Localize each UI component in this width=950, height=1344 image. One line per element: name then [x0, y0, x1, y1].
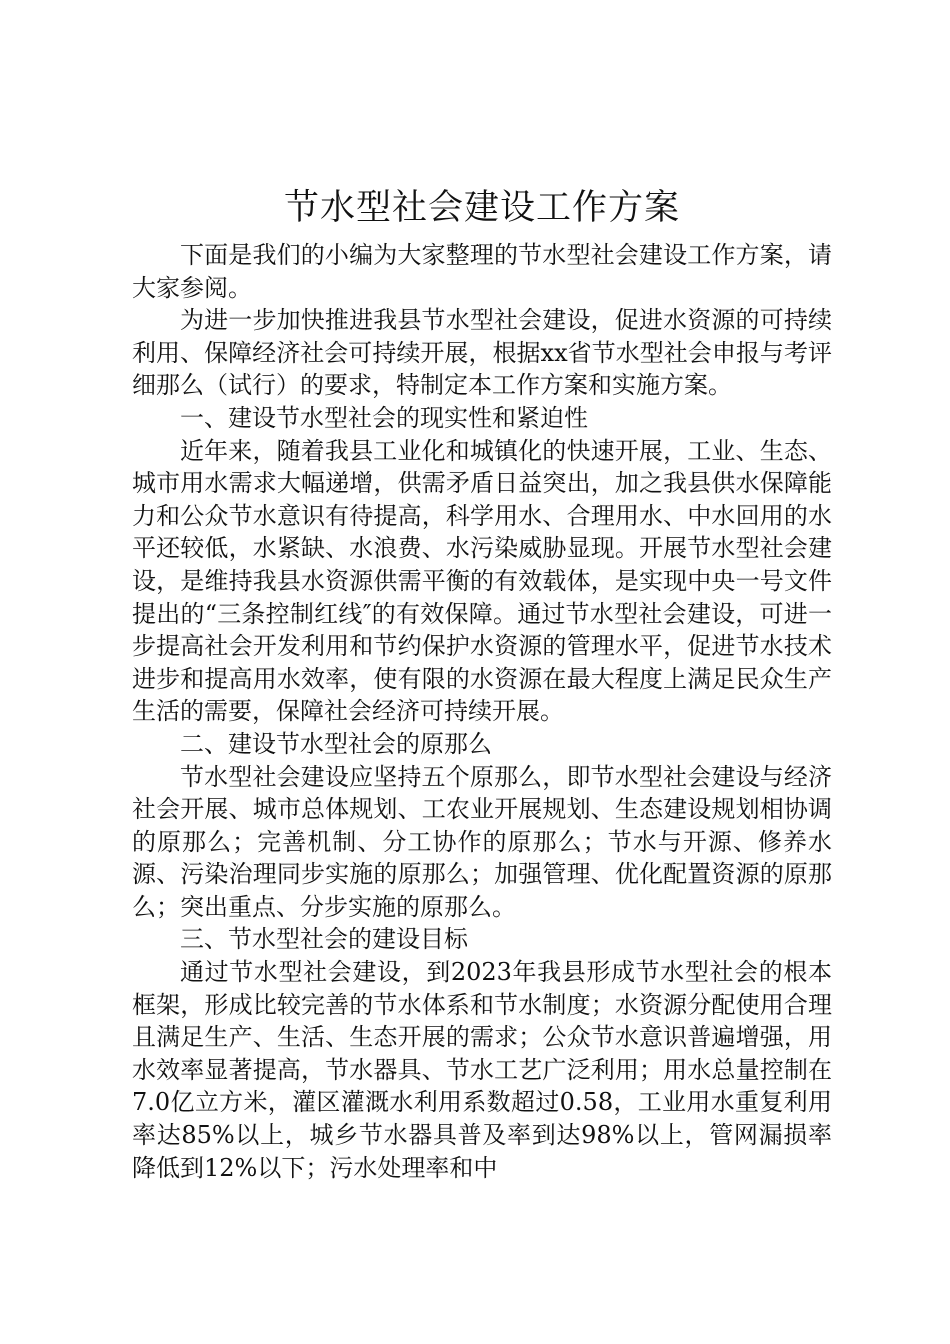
- document-page: [132, 178, 832, 1184]
- section-3-paragraph: 通过节水型社会建设，到2023年我县形成节水型社会的根本框架，形成比较完善的节水体系和节水制度；水资源分配使用合理且满足生产、生活、生态开展的需求；公众节水意识普遍增强，用水效率显著提高，节水器具、节水工艺广泛利用；用水总量控制在7.0亿立方米，灌区灌溉水利用系数超过0.58，工业用水重复利用率达85%以上，城乡节水器具普及率到达98%以上，管网漏损率降低到12%以下；污水处理率和中: [132, 958, 832, 1182]
- intro-paragraph: 下面是我们的小编为大家整理的节水型社会建设工作方案，请大家参阅。: [132, 241, 832, 302]
- section-2-paragraph: 节水型社会建设应坚持五个原那么，即节水型社会建设与经济社会开展、城市总体规划、工农业开展规划、生态建设规划相协调的原那么；完善机制、分工协作的原那么；节水与开源、修养水源、污染治理同步实施的原那么；加强管理、优化配置资源的原那么；突出重点、分步实施的原那么。: [132, 762, 832, 921]
- section-heading-2: 二、建设节水型社会的原那么: [180, 729, 492, 758]
- section-heading-1: 一、建设节水型社会的现实性和紧迫性: [180, 403, 588, 432]
- document-title: 节水型社会建设工作方案: [283, 188, 680, 228]
- section-heading-3: 三、节水型社会的建设目标: [180, 925, 468, 954]
- section-1-paragraph: 近年来，随着我县工业化和城镇化的快速开展，工业、生态、城市用水需求大幅递增，供需矛盾日益突出，加之我县供水保障能力和公众节水意识有待提高，科学用水、合理用水、中水回用的水平还较低，水紧缺、水浪费、水污染威胁显现。开展节水型社会建设，是维持我县水资源供需平衡的有效载体，是实现中央一号文件提出的“三条控制红线″的有效保障。通过节水型社会建设，可进一步提高社会开发利用和节约保护水资源的管理水平，促进节水技术进步和提高用水效率，使有限的水资源在最大程度上满足民众生产生活的需要，保障社会经济可持续开展。: [132, 436, 832, 726]
- purpose-paragraph: 为进一步加快推进我县节水型社会建设，促进水资源的可持续利用、保障经济社会可持续开展，根据xx省节水型社会申报与考评细那么（试行）的要求，特制定本工作方案和实施方案。: [132, 306, 832, 400]
